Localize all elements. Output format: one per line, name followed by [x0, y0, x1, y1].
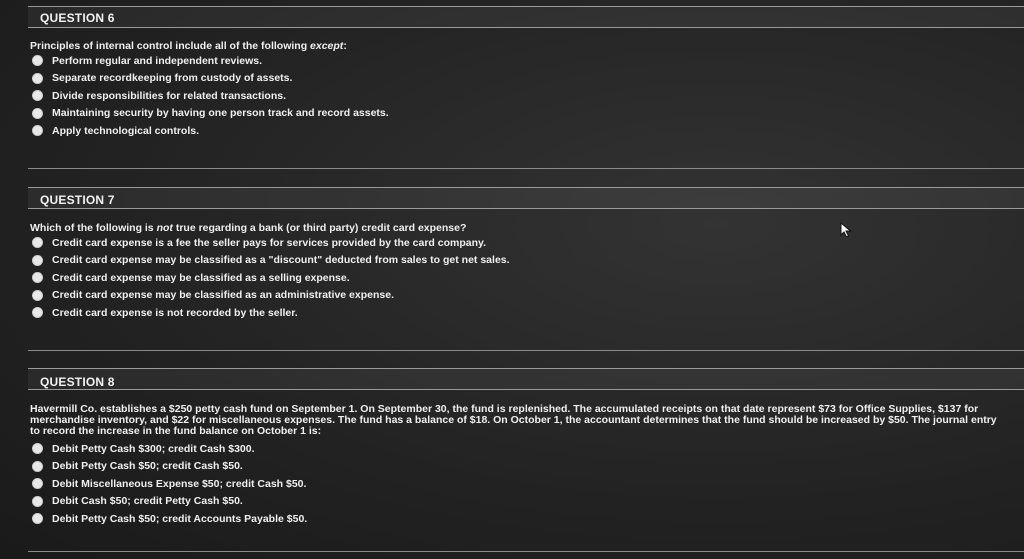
mouse-cursor-icon — [840, 222, 852, 238]
question-6-title: QUESTION 6 — [40, 11, 115, 25]
answer-option[interactable]: Apply technological controls. — [32, 122, 389, 140]
answer-option[interactable]: Debit Petty Cash $300; credit Cash $300. — [32, 440, 307, 458]
question-8-divider — [28, 551, 1024, 552]
answer-option[interactable]: Debit Cash $50; credit Petty Cash $50. — [32, 493, 307, 511]
radio-button[interactable] — [32, 108, 43, 119]
answer-option[interactable]: Credit card expense may be classified as an administrative expense. — [32, 287, 510, 305]
radio-button[interactable] — [32, 237, 43, 248]
answer-option[interactable]: Credit card expense is not recorded by the seller. — [32, 304, 510, 322]
radio-button[interactable] — [32, 73, 43, 84]
question-8-options — [32, 440, 307, 528]
answer-option[interactable]: Debit Miscellaneous Expense $50; credit Cash $50. — [32, 475, 307, 493]
question-6-options — [32, 52, 389, 140]
question-7-options — [32, 234, 510, 322]
question-8-title: QUESTION 8 — [40, 375, 115, 389]
answer-option[interactable]: Debit Petty Cash $50; credit Accounts Payable $50. — [32, 510, 307, 528]
answer-option[interactable]: Debit Petty Cash $50; credit Cash $50. — [32, 458, 307, 476]
question-8-prompt: Havermill Co. establishes a $250 petty cash fund on September 1. On September 30, the fund is replenished. The accumulated receipts on that date represent $73 for Office Supplies, $137 for merchandise inventory, and $22 for miscellaneous expenses. The fund has a balance of $18. On October 1, the accountant determines that the fund should be increased by $50. The journal entry to record the increase in the fund balance on October 1 is: — [30, 403, 997, 437]
radio-button[interactable] — [32, 307, 43, 318]
answer-option[interactable]: Perform regular and independent reviews. — [32, 52, 389, 70]
answer-option[interactable]: Credit card expense is a fee the seller pays for services provided by the card company. — [32, 234, 510, 252]
question-7-header — [28, 187, 1024, 209]
answer-option[interactable]: Credit card expense may be classified as a selling expense. — [32, 269, 510, 287]
question-6-header — [28, 6, 1024, 28]
answer-option[interactable]: Separate recordkeeping from custody of assets. — [32, 70, 389, 88]
question-6-divider — [28, 168, 1024, 169]
radio-button[interactable] — [32, 496, 43, 507]
radio-button[interactable] — [32, 443, 43, 454]
question-6-prompt: Principles of internal control include all of the following except: — [30, 40, 347, 52]
radio-button[interactable] — [32, 55, 43, 66]
radio-button[interactable] — [32, 461, 43, 472]
radio-button[interactable] — [32, 290, 43, 301]
radio-button[interactable] — [32, 125, 43, 136]
answer-option[interactable]: Divide responsibilities for related transactions. — [32, 87, 389, 105]
question-7-divider — [28, 350, 1024, 351]
radio-button[interactable] — [32, 255, 43, 266]
radio-button[interactable] — [32, 513, 43, 524]
answer-option[interactable]: Credit card expense may be classified as a "discount" deducted from sales to get net sales. — [32, 252, 510, 270]
question-7-title: QUESTION 7 — [40, 193, 115, 207]
question-8-header — [28, 368, 1024, 390]
question-7-prompt: Which of the following is not true regarding a bank (or third party) credit card expense? — [30, 222, 467, 234]
radio-button[interactable] — [32, 272, 43, 283]
radio-button[interactable] — [32, 478, 43, 489]
radio-button[interactable] — [32, 90, 43, 101]
answer-option[interactable]: Maintaining security by having one person track and record assets. — [32, 105, 389, 123]
